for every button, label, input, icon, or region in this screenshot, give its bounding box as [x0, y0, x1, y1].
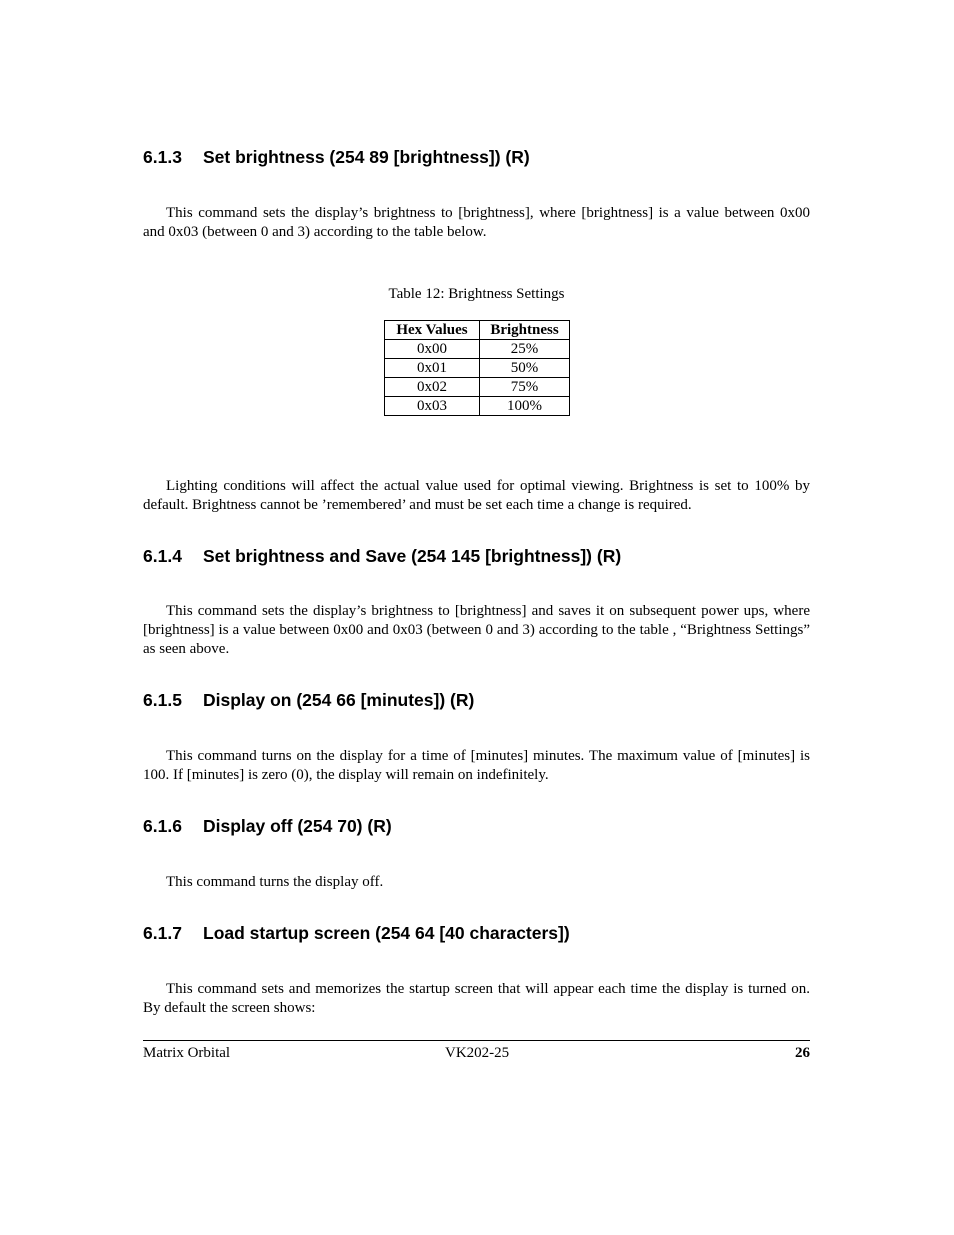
- page-number: 26: [795, 1045, 810, 1061]
- table-cell: 0x03: [385, 397, 480, 416]
- section-heading-6-1-5: [143, 690, 474, 711]
- table-cell: 0x00: [385, 340, 480, 359]
- footer-left: Matrix Orbital: [143, 1045, 231, 1061]
- column-header: Brightness: [480, 321, 570, 340]
- table-row: [385, 397, 570, 416]
- paragraph: [143, 204, 810, 242]
- section-title: Display on (254 66 [minutes]) (R): [203, 690, 475, 710]
- section-number: 6.1.7: [143, 923, 182, 943]
- section-title: Display off (254 70) (R): [203, 816, 392, 836]
- section-number: 6.1.5: [143, 690, 182, 710]
- section-title: Load startup screen (254 64 [40 characters]): [203, 923, 570, 943]
- paragraph: [143, 477, 810, 515]
- table-caption: Table 12: Brightness Settings: [388, 286, 565, 302]
- table-row: [385, 340, 570, 359]
- section-heading-6-1-4: [143, 546, 621, 567]
- paragraph-text: This command sets the display’s brightness to [brightness] and saves it on subsequent power ups, where [brightness] is a value between 0x00 and 0x03 (between 0 and 3) according to the table , “Brightness Settings” as seen above.: [143, 603, 810, 657]
- section-heading-6-1-3: [143, 147, 530, 168]
- table-row: [385, 378, 570, 397]
- paragraph-text: This command sets the display’s brightness to [brightness], where [brightness] is a value between 0x00 and 0x03 (between 0 and 3) according to the table below.: [143, 205, 810, 240]
- column-header: Hex Values: [385, 321, 480, 340]
- footer-center: VK202-25: [445, 1045, 510, 1061]
- table-cell: 0x02: [385, 378, 480, 397]
- paragraph-text: Lighting conditions will affect the actual value used for optimal viewing. Brightness is set to 100% by default. Brightness cannot be ’remembered’ and must be set each time a change is required.: [143, 478, 810, 513]
- table-cell: 25%: [480, 340, 570, 359]
- brightness-settings-table: [384, 320, 570, 416]
- paragraph-text: This command turns on the display for a time of [minutes] minutes. The maximum value of [minutes] is 100. If [minutes] is zero (0), the display will remain on indefinitely.: [143, 748, 810, 783]
- paragraph: [143, 873, 810, 892]
- footer-rule: [143, 1040, 810, 1041]
- section-title: Set brightness and Save (254 145 [brightness]) (R): [203, 546, 622, 566]
- table-header-row: [385, 321, 570, 340]
- table-row: [385, 359, 570, 378]
- section-heading-6-1-6: [143, 816, 392, 837]
- paragraph: [143, 602, 810, 659]
- section-number: 6.1.3: [143, 147, 182, 167]
- section-number: 6.1.4: [143, 546, 182, 566]
- paragraph-text: This command sets and memorizes the startup screen that will appear each time the display is turned on. By default the screen shows:: [143, 981, 810, 1016]
- paragraph: [143, 747, 810, 785]
- table-cell: 100%: [480, 397, 570, 416]
- section-heading-6-1-7: [143, 923, 570, 944]
- section-title: Set brightness (254 89 [brightness]) (R): [203, 147, 530, 167]
- paragraph-text: This command turns the display off.: [166, 874, 384, 890]
- table-cell: 0x01: [385, 359, 480, 378]
- paragraph: [143, 980, 810, 1018]
- table-cell: 75%: [480, 378, 570, 397]
- table-cell: 50%: [480, 359, 570, 378]
- section-number: 6.1.6: [143, 816, 182, 836]
